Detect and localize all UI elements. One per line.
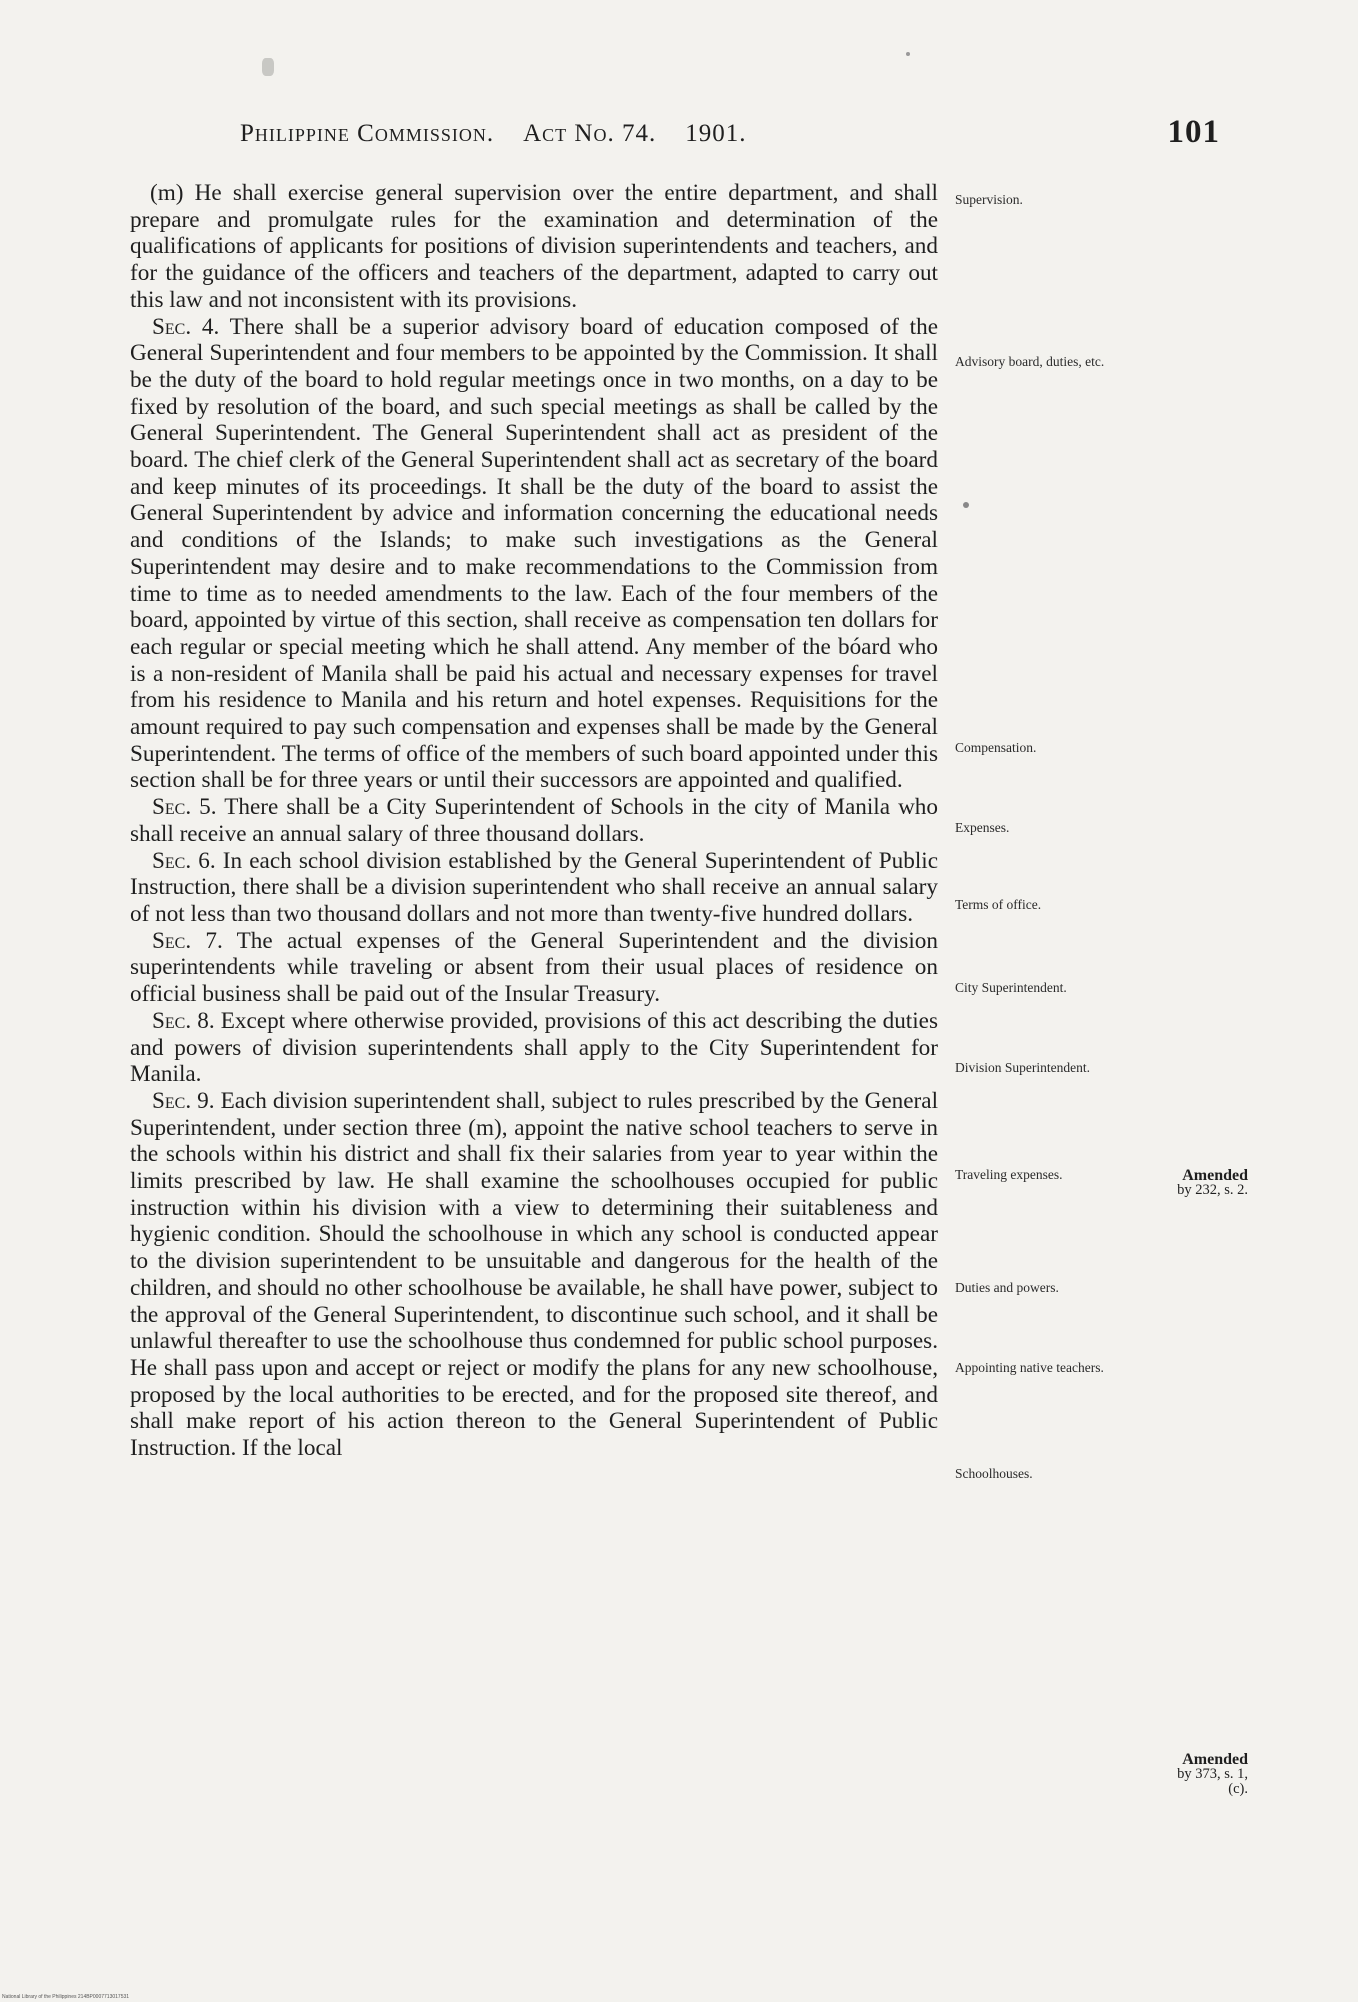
section-5-label: Sec. 5.: [152, 794, 217, 821]
section-7: [130, 928, 938, 1008]
page-number: 101: [1167, 114, 1220, 150]
margin-note-terms-of-office: Terms of office.: [955, 897, 1042, 912]
header-title: Philippine Commission.: [240, 120, 495, 147]
ink-speck: [906, 52, 910, 56]
ink-speck: [963, 502, 969, 508]
amendment-note-1: [1148, 1168, 1248, 1198]
section-5: [130, 794, 938, 847]
section-7-label: Sec. 7.: [152, 927, 223, 954]
margin-note-expenses: Expenses.: [955, 820, 1010, 835]
margin-note-city-superintendent: City Superintendent.: [955, 980, 1067, 995]
margin-note-supervision: Supervision.: [955, 192, 1023, 207]
amendment-2-ref: by 373, s. 1,: [1177, 1766, 1248, 1782]
section-6-label: Sec. 6.: [152, 847, 216, 874]
paragraph-m: (m) He shall exercise general supervision over the entire department, and shall prepare and promulgate rules for the examination and determination of the qualifications of applicants for positions of division superintendents and teachers, and for the guidance of the officers and teachers of the department, adapted to carry out this law and not inconsistent with its provisions.: [130, 180, 938, 313]
section-9: [130, 1088, 938, 1462]
header-act: Act No. 74.: [523, 120, 657, 147]
amendment-1-title: Amended: [1182, 1167, 1248, 1184]
margin-note-duties-and-powers: Duties and powers.: [955, 1280, 1059, 1295]
margin-note-traveling-expenses: Traveling expenses.: [955, 1167, 1063, 1182]
margin-note-division-superintendent: Division Superintendent.: [955, 1060, 1090, 1075]
amendment-2-sub: (c).: [1228, 1781, 1248, 1797]
section-4: [130, 314, 938, 795]
section-6: [130, 848, 938, 928]
section-8: [130, 1008, 938, 1088]
ink-speck: [262, 58, 274, 76]
scan-footer: National Library of the Philippines 214BP0007713017531: [2, 1994, 130, 2000]
section-7-text: The actual expenses of the General Superintendent and the division superintendents while traveling or absent from their usual places of residence on official business shall be paid out of the Insular Treasury.: [130, 927, 938, 1008]
section-6-text: In each school division established by the General Superintendent of Public Instruction, there shall be a division superintendent who shall receive an annual salary of not less than two thousand dollars and not more than twenty-five hundred dollars.: [130, 847, 939, 927]
margin-note-compensation: Compensation.: [955, 740, 1037, 755]
body-text: [130, 180, 938, 1462]
section-8-label: Sec. 8.: [152, 1007, 215, 1034]
section-4-text: There shall be a superior advisory board of education composed of the General Superintendent and four members to be appointed by the Commission. It shall be the duty of the board to hold regular meetings once in two months, on a day to be fixed by resolution of the board, and such special meetings as shall be called by the General Superintendent. The General Superintendent shall act as president of the board. The chief clerk of the General Superintendent shall act as secretary of the board and keep minutes of its proceedings. It shall be the duty of the board to assist the General Superintendent by advice and information concerning the educational needs and conditions of the Islands; to make such investigations as the General Superintendent may desire and to make recommendations to the Commission from time to time as to needed amendments to the law. Each of the four members of the board, appointed by virtue of this section, shall receive as compensation ten dollars for each regular or special meeting which he shall attend. Any member of the bóard who is a non-resident of Manila shall be paid his actual and necessary expenses for travel from his residence to Manila and his return and hotel expenses. Requisitions for the amount required to pay such compensation and expenses shall be made by the General Superintendent. The terms of office of the members of such board appointed under this section shall be for three years or until their successors are appointed and qualified.: [130, 313, 938, 794]
margin-note-appointing-native-teachers: Appointing native teachers.: [955, 1360, 1104, 1375]
section-4-label: Sec. 4.: [152, 313, 220, 340]
amendment-2-title: Amended: [1182, 1751, 1248, 1768]
margin-note-schoolhouses: Schoolhouses.: [955, 1466, 1033, 1481]
section-8-text: Except where otherwise provided, provisions of this act describing the duties and powers of division superintendents shall apply to the City Superintendent for Manila.: [130, 1007, 938, 1088]
running-header: [240, 114, 1220, 150]
amendment-1-ref: by 232, s. 2.: [1177, 1182, 1248, 1198]
margin-note-advisory-board: Advisory board, duties, etc.: [955, 354, 1105, 369]
section-5-text: There shall be a City Superintendent of Schools in the city of Manila who shall receive an annual salary of three thousand dollars.: [130, 794, 938, 847]
section-9-text: Each division superintendent shall, subject to rules prescribed by the General Superintendent, under section three (m), appoint the native school teachers to serve in the schools within his district and shall fix their salaries from year to year within the limits prescribed by law. He shall examine the schoolhouses occupied for public instruction within his division with a view to determining their suitableness and hygienic condition. Should the schoolhouse in which any school is conducted appear to the division superintendent to be unsuitable and dangerous for the health of the children, and should no other schoolhouse be available, he shall have power, subject to the approval of the General Superintendent, to discontinue such school, and it shall be unlawful thereafter to use the schoolhouse thus condemned for public school purposes. He shall pass upon and accept or reject or modify the plans for any new schoolhouse, proposed by the local authorities to be erected, and for the proposed site thereof, and shall make report of his action thereon to the General Superintendent of Public Instruction. If the local: [130, 1087, 939, 1462]
amendment-note-2: [1148, 1752, 1248, 1797]
section-9-label: Sec. 9.: [152, 1087, 215, 1114]
header-year: 1901.: [685, 120, 747, 147]
